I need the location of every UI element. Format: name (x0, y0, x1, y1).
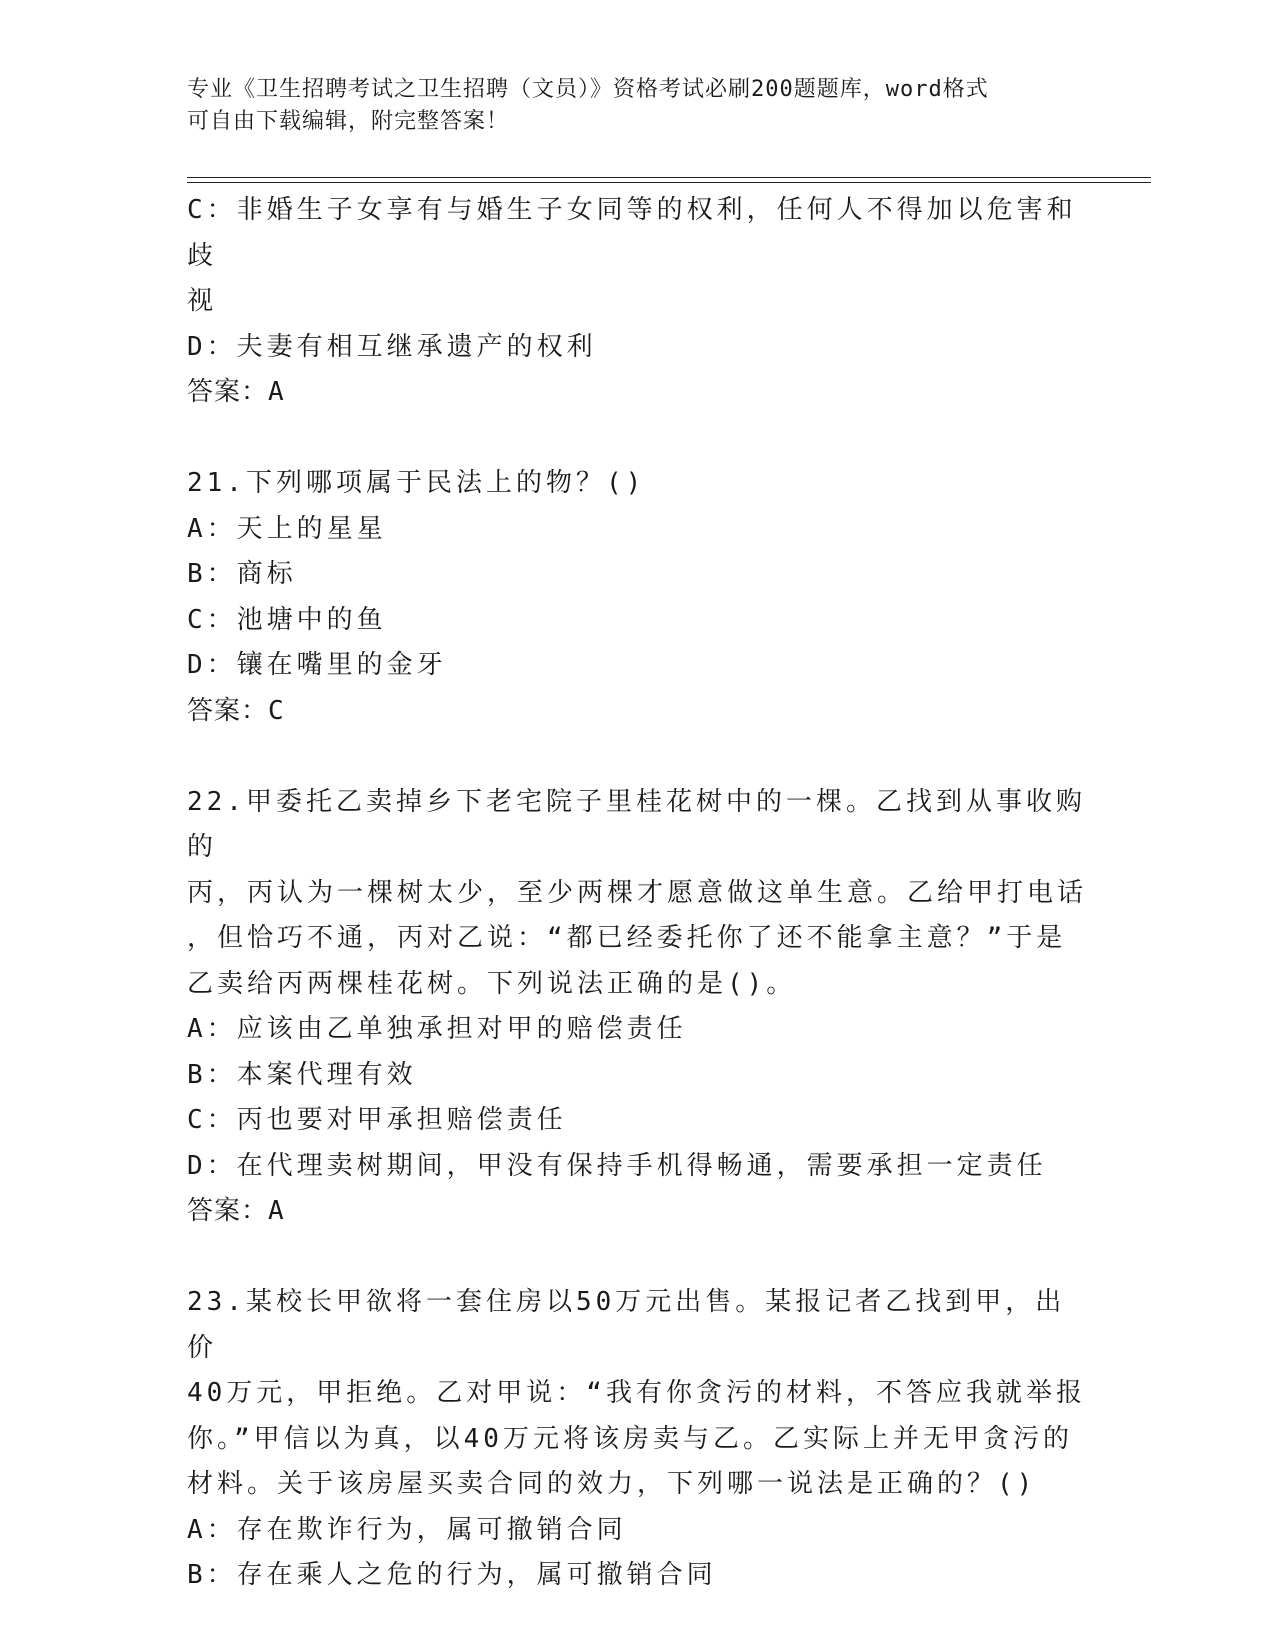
option-c: C：非婚生子女享有与婚生子女同等的权利，任何人不得加以危害和歧 (187, 195, 1077, 271)
question-stem-line-2: 40万元，甲拒绝。乙对甲说：“我有你贪污的材料，不答应我就举报 (187, 1378, 1086, 1408)
option-c-continued: 视 (187, 286, 218, 316)
header-divider-top (187, 177, 1151, 178)
question-21 (187, 461, 1087, 734)
question-stem-line-3: 你。”甲信以为真，以40万元将该房卖与乙。乙实际上并无甲贪污的 (187, 1423, 1073, 1454)
answer: 答案：A (187, 1196, 285, 1226)
spacer (187, 416, 1087, 462)
document-header (187, 74, 1087, 138)
option-d: D：镶在嘴里的金牙 (187, 650, 447, 680)
question-stem: 21.下列哪项属于民法上的物？() (187, 468, 646, 498)
question-22 (187, 780, 1087, 1235)
answer: 答案：A (187, 377, 285, 407)
header-line-1: 专业《卫生招聘考试之卫生招聘（文员）》资格考试必刷200题题库，word格式 (187, 77, 989, 102)
option-a: A：应该由乙单独承担对甲的赔偿责任 (187, 1014, 687, 1044)
spacer (187, 1235, 1087, 1281)
document-body (187, 188, 1087, 1599)
option-d: D：在代理卖树期间，甲没有保持手机得畅通，需要承担一定责任 (187, 1150, 1047, 1181)
option-a: A：天上的星星 (187, 513, 387, 544)
question-stem-line-1: 22.甲委托乙卖掉乡下老宅院子里桂花树中的一棵。乙找到从事收购的 (187, 786, 1086, 862)
option-c: C：丙也要对甲承担赔偿责任 (187, 1105, 567, 1135)
option-a: A：存在欺诈行为，属可撤销合同 (187, 1514, 627, 1545)
spacer (187, 734, 1087, 780)
option-b: B：本案代理有效 (187, 1059, 417, 1090)
header-line-2: 可自由下载编辑，附完整答案！ (187, 109, 510, 134)
question-stem-line-4: 材料。关于该房屋买卖合同的效力，下列哪一说法是正确的？() (187, 1469, 1037, 1499)
question-23 (187, 1280, 1087, 1599)
question-stem-line-1: 23.某校长甲欲将一套住房以50万元出售。某报记者乙找到甲，出价 (187, 1287, 1066, 1363)
answer: 答案：C (187, 695, 285, 726)
question-stem-line-2: 丙，丙认为一棵树太少，至少两棵才愿意做这单生意。乙给甲打电话 (187, 877, 1088, 908)
header-divider-bottom (187, 182, 1151, 183)
question-20-tail (187, 188, 1087, 416)
option-c: C：池塘中的鱼 (187, 604, 387, 635)
question-stem-line-4: 乙卖给丙两棵桂花树。下列说法正确的是()。 (187, 968, 797, 999)
option-b: B：商标 (187, 559, 297, 589)
option-b: B：存在乘人之危的行为，属可撤销合同 (187, 1560, 717, 1590)
question-stem-line-3: ，但恰巧不通，丙对乙说：“都已经委托你了还不能拿主意？”于是 (187, 923, 1067, 953)
option-d: D：夫妻有相互继承遗产的权利 (187, 331, 597, 362)
